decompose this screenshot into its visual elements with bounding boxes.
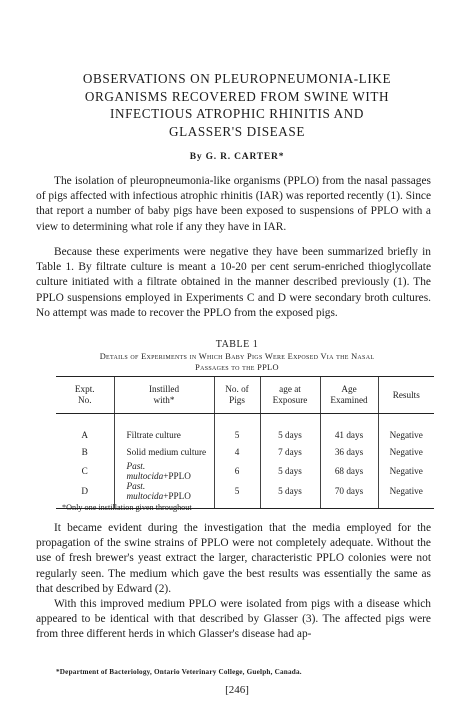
cell-age: 5 days <box>260 461 320 481</box>
title-line-4: GLASSER'S DISEASE <box>168 123 306 139</box>
cell-pigs: 4 <box>214 444 260 462</box>
table-row <box>56 414 434 444</box>
paragraph-media: It became evident during the investigation that the media employed for the propagation of the swine strains of PPLO were not completely adequate. Without the use of fresh brewer's yeast extract the larger, characteristic PPLO colonies were not regularly seen. The medium which gave the best results was essentially the same as that described by Edward (2). <box>36 522 431 595</box>
header-results: Results <box>378 377 434 414</box>
cell-pigs: 5 <box>214 481 260 509</box>
title-line-1: OBSERVATIONS ON PLEUROPNEUMONIA-LIKE <box>82 71 392 86</box>
cell-age: 7 days <box>260 444 320 462</box>
paragraph-glasser: With this improved medium PPLO were isolated from pigs with a disease which appeared to be identical with that described by Glasser (3). The affected pigs were from three different herds in which Glasser's disease had ap- <box>36 598 431 641</box>
cell-examined: 41 days <box>320 414 378 444</box>
table-caption-line-2: Passages to the PPLO <box>195 362 279 372</box>
header-age-examined: Age Examined <box>320 377 378 414</box>
header-instilled-with: Instilled with* <box>114 377 214 414</box>
cell-examined: 36 days <box>320 444 378 462</box>
cell-expt: A <box>81 429 89 440</box>
header-expt-no: Expt. No. <box>56 377 114 414</box>
author-affiliation: *Department of Bacteriology, Ontario Veterinary College, Guelph, Canada. <box>56 668 302 676</box>
table-label: TABLE 1 <box>215 339 259 350</box>
table-caption-line-1: Details of Experiments in Which Baby Pigs Were Exposed Via the Nasal <box>99 352 375 361</box>
cell-result: Negative <box>378 461 434 481</box>
header-no-of-pigs: No. of Pigs <box>214 377 260 414</box>
cell-pigs: 5 <box>214 414 260 444</box>
table-footnote: *Only one instillation given throughout <box>62 503 192 512</box>
author-byline: By G. R. CARTER* <box>189 152 285 162</box>
cell-age: 5 days <box>260 481 320 509</box>
cell-expt: B <box>81 447 88 458</box>
cell-result: Negative <box>378 414 434 444</box>
page-number: [246] <box>225 684 249 696</box>
table-caption <box>70 352 404 373</box>
title-line-2: ORGANISMS RECOVERED FROM SWINE WITH <box>84 88 390 104</box>
cell-instilled: Past. multocida+PPLO <box>114 461 214 481</box>
cell-pigs: 6 <box>214 461 260 481</box>
paragraph-summary: Because these experiments were negative they have been summarized briefly in Table 1. By filtrate culture is meant a 10-20 per cent serum-enriched thioglycollate culture initiated with a filtrate obtained in the manner described previously (1). The PPLO suspensions employed in Experiments C and D were secondary broth cultures. No attempt was made to recover the PPLO from the exposed pigs. <box>36 246 431 319</box>
experiments-table <box>56 376 434 509</box>
table-row <box>56 461 434 481</box>
title-line-3: INFECTIOUS ATROPHIC RHINITIS AND <box>109 106 365 121</box>
cell-instilled: Filtrate culture <box>114 414 214 444</box>
table-header-row <box>56 377 434 414</box>
article-title <box>40 70 434 140</box>
cell-examined: 70 days <box>320 481 378 509</box>
table-row <box>56 444 434 462</box>
header-age-at-exposure: age at Exposure <box>260 377 320 414</box>
cell-age: 5 days <box>260 414 320 444</box>
cell-instilled: Solid medium culture <box>114 444 214 462</box>
cell-instilled: Past. multocida+PPLO <box>114 481 214 509</box>
cell-result: Negative <box>378 444 434 462</box>
cell-expt: C <box>81 466 88 476</box>
cell-examined: 68 days <box>320 461 378 481</box>
cell-expt: D <box>56 481 114 509</box>
paragraph-intro: The isolation of pleuropneumonia-like organisms (PPLO) from the nasal passages of pigs affected with infectious atrophic rhinitis (IAR) was reported recently (1). Since that report a number of baby pigs have been exposed to suspensions of PPLO with a view to determining what role if any they have in IAR. <box>36 175 431 233</box>
cell-result: Negative <box>378 481 434 509</box>
